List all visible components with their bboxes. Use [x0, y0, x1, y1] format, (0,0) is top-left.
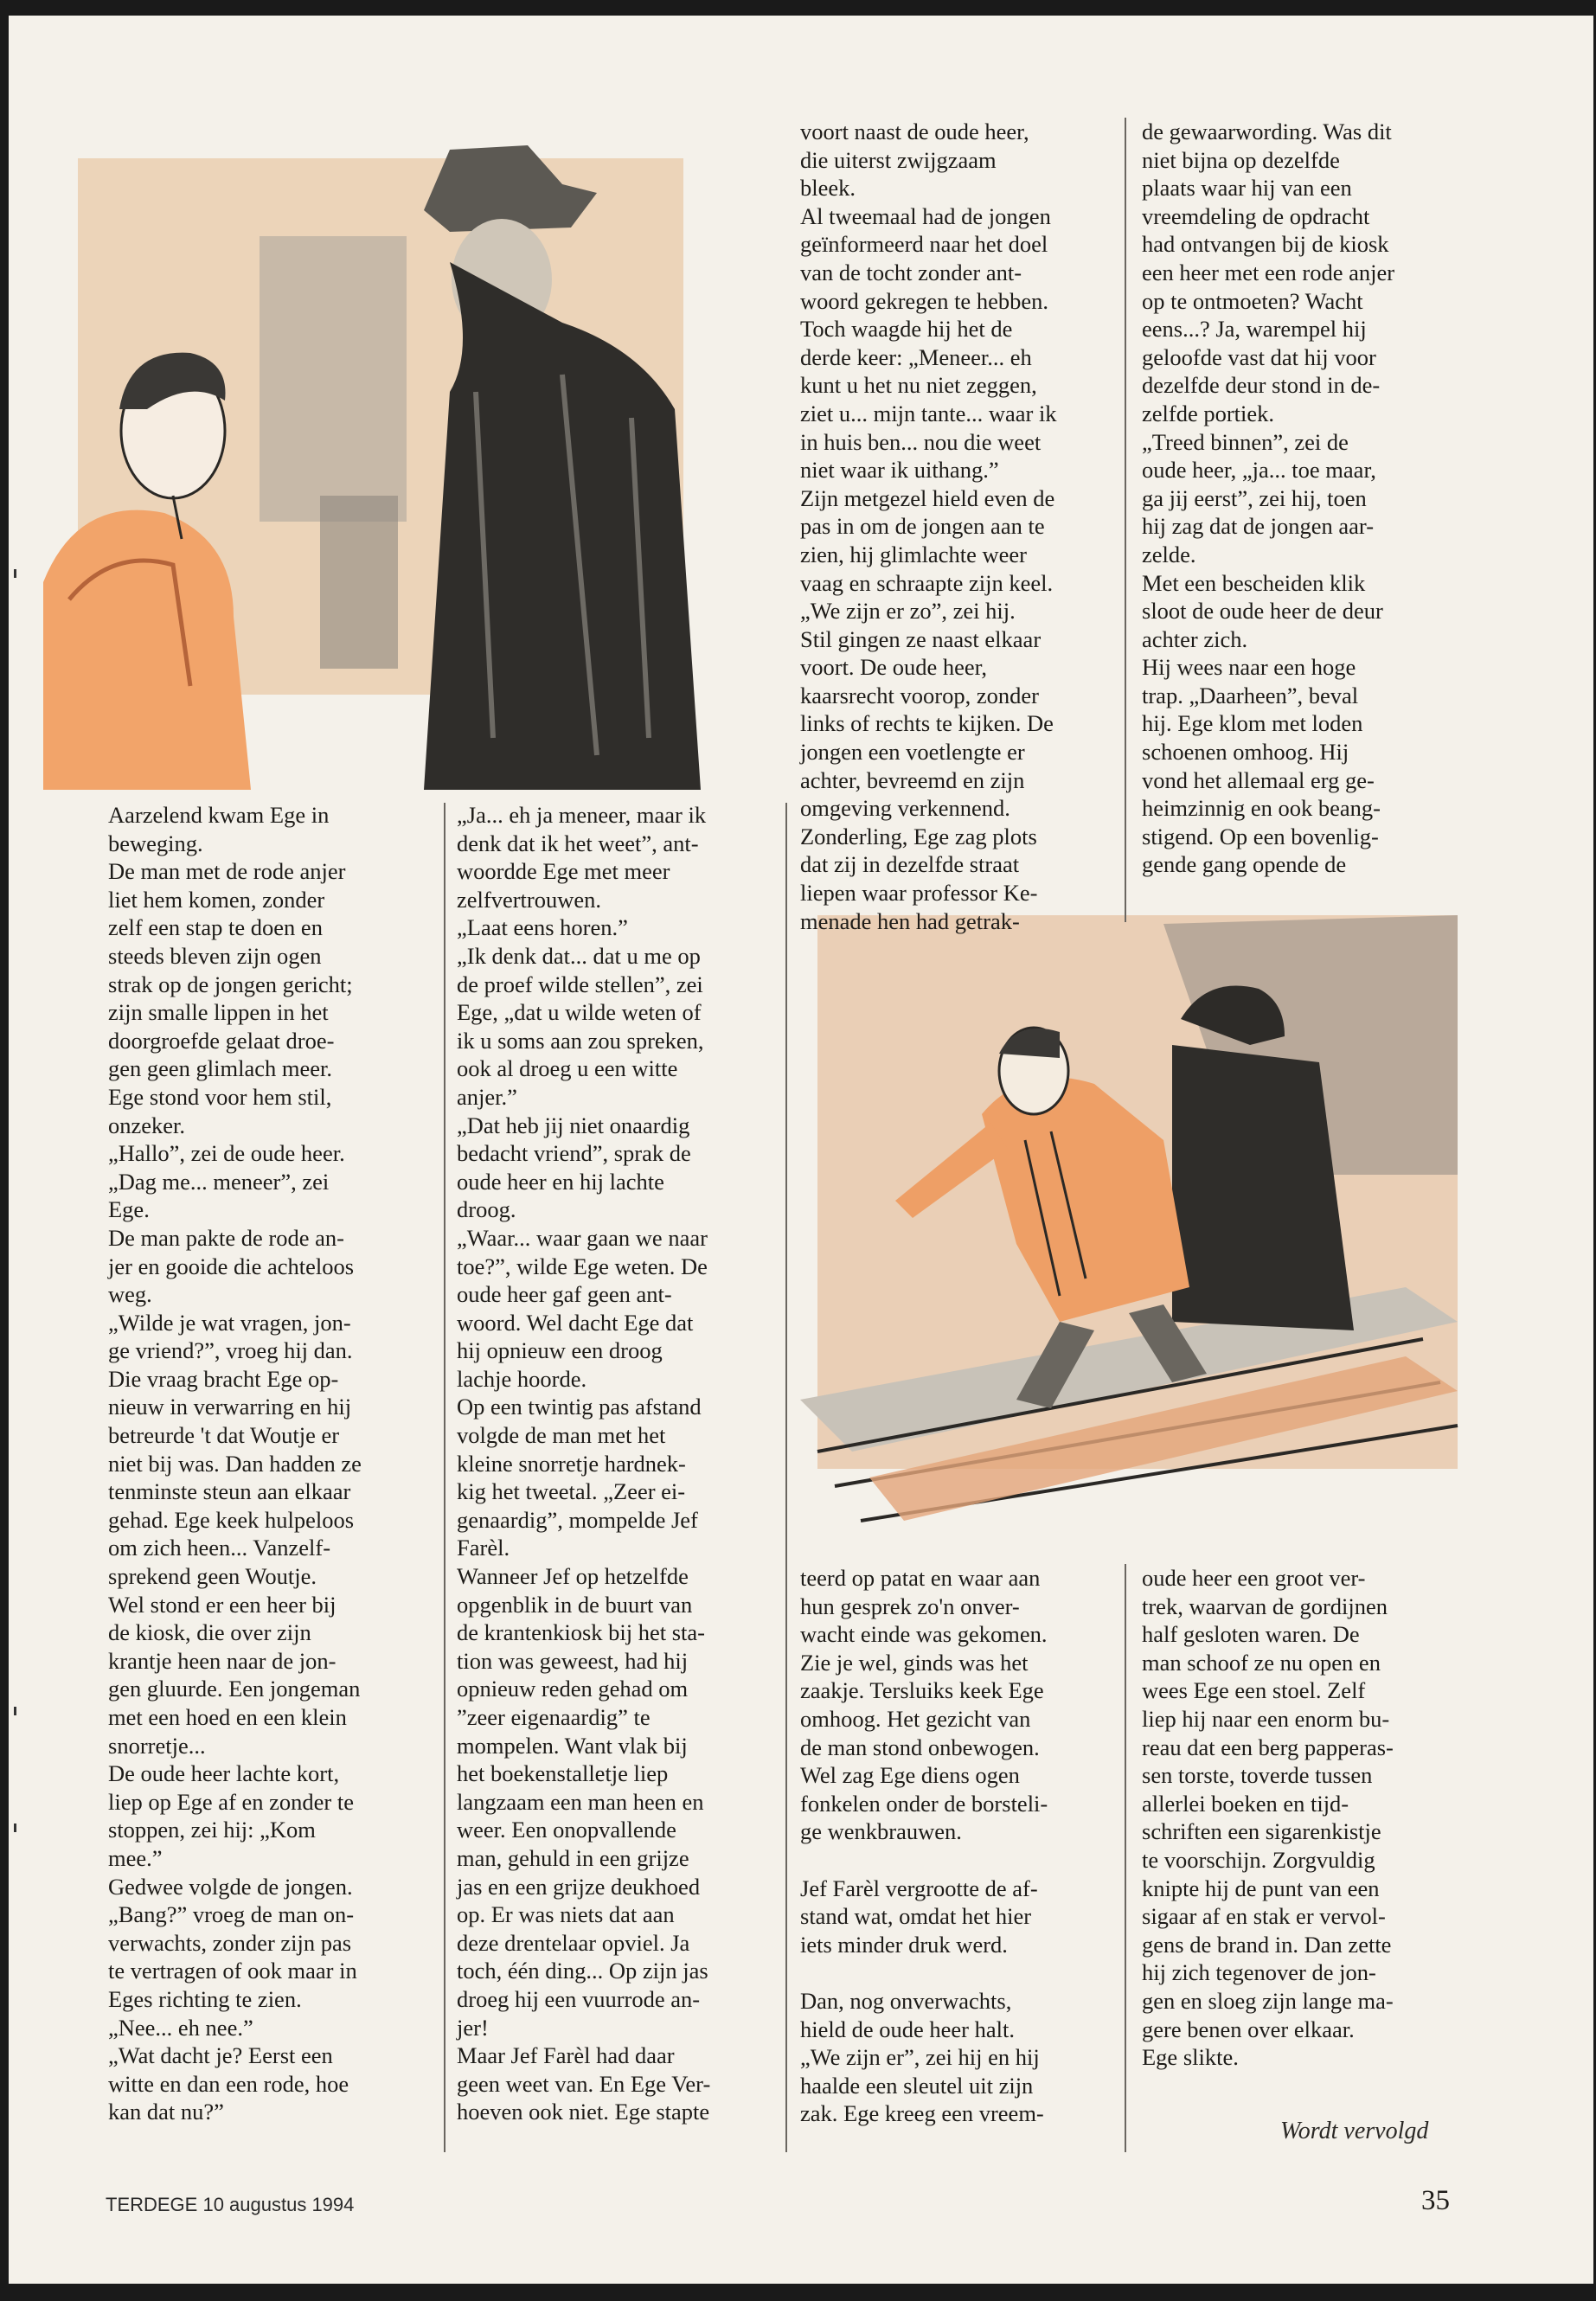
text-line: zak. Ege kreeg een vreem- [800, 2100, 1044, 2127]
text-line: ziet u... mijn tante... waar ik [800, 400, 1057, 426]
text-line: jas en een grijze deukhoed [457, 1873, 701, 1900]
text-line [800, 1958, 1048, 1987]
text-line: „Wilde je wat vragen, jon- [108, 1309, 351, 1336]
text-line: ge wenkbrauwen. [800, 1818, 962, 1845]
text-line: ga jij eerst”, zei hij, toen [1142, 484, 1367, 511]
text-line: gen en sloeg zijn lange ma- [1142, 1987, 1394, 2014]
text-line: gehad. Ege keek hulpeloos [108, 1506, 355, 1533]
text-line: gens de brand in. Dan zette [1142, 1931, 1392, 1958]
text-line: de gewaarwording. Was dit [1142, 119, 1392, 144]
column-rule [785, 803, 787, 2152]
text-line: „Ik denk dat... dat u me op [457, 942, 701, 969]
text-line: trap. „Daarheen”, beval [1142, 682, 1359, 708]
text-line: vreemdeling de opdracht [1142, 202, 1370, 229]
text-line: had ontvangen bij de kiosk [1142, 231, 1389, 258]
text-line: met een hoed en een klein [108, 1704, 347, 1730]
text-line: deze drentelaar opviel. Ja [457, 1929, 690, 1956]
text-line: gen gluurde. Een jongeman [108, 1676, 361, 1702]
margin-mark [14, 1823, 16, 1832]
text-line: derde keer: „Meneer... eh [800, 343, 1032, 370]
text-line: niet bij was. Dan hadden ze [108, 1450, 362, 1477]
text-line: lachje hoorde. [457, 1365, 587, 1392]
text-line: omgeving verkennend. [800, 795, 1010, 822]
text-line: half gesloten waren. De [1142, 1621, 1360, 1648]
text-line: voort. De oude heer, [800, 654, 988, 681]
text-line: in huis ben... nou die weet [800, 428, 1042, 455]
text-line: voort naast de oude heer, [800, 119, 1029, 144]
text-line: geïnformeerd naar het doel [800, 231, 1048, 258]
text-line: Ege stond voor hem stil, [108, 1083, 332, 1110]
text-line: stigend. Op een bovenlig- [1142, 823, 1379, 849]
text-line: Maar Jef Farèl had daar [457, 2042, 675, 2069]
text-line: Ege, „dat u wilde weten of [457, 999, 702, 1026]
text-line: Zijn metgezel hield even de [800, 484, 1055, 511]
publication-footer: TERDEGE 10 augustus 1994 [106, 2194, 355, 2215]
text-line: Die vraag bracht Ege op- [108, 1365, 339, 1392]
text-line: Wel stond er een heer bij [108, 1591, 337, 1618]
text-line: van de tocht zonder ant- [800, 259, 1022, 285]
text-line: anjer.” [457, 1083, 517, 1110]
text-line: sigaar af en stak er vervol- [1142, 1903, 1386, 1930]
text-line: witte en dan een rode, hoe [108, 2070, 349, 2097]
text-line: toe?”, wilde Ege weten. De [457, 1253, 708, 1279]
text-line: links of rechts te kijken. De [800, 710, 1054, 737]
text-line: die uiterst zwijgzaam [800, 146, 997, 173]
magazine-page [9, 16, 1593, 2284]
text-line: de proef wilde stellen”, zei [457, 971, 703, 997]
text-line: gere benen over elkaar. [1142, 2016, 1355, 2042]
text-line: nieuw in verwarring en hij [108, 1394, 352, 1420]
text-line: „Dat heb jij niet onaardig [457, 1112, 690, 1138]
text-line: schriften een sigarenkistje [1142, 1818, 1381, 1845]
text-line: snorretje... [108, 1732, 206, 1759]
text-line: Wanneer Jef op hetzelfde [457, 1563, 689, 1590]
text-line: eens...? Ja, warempel hij [1142, 316, 1367, 343]
text-line: Zonderling, Ege zag plots [800, 823, 1037, 849]
column-rule [1125, 1564, 1126, 2152]
text-line: hij. Ege klom met loden [1142, 710, 1363, 737]
text-line: Zie je wel, ginds was het [800, 1649, 1029, 1676]
text-line: Eges richting te zien. [108, 1985, 302, 2012]
text-line: ik u soms aan zou spreken, [457, 1027, 704, 1054]
text-line: op te ontmoeten? Wacht [1142, 287, 1363, 314]
text-line: zelf een stap te doen en [108, 914, 323, 941]
illustration-boy-climbing-stairs [800, 915, 1466, 1547]
text-line: zaakje. Tersluiks keek Ege [800, 1677, 1044, 1704]
text-line: hoeven ook niet. Ege stapte [457, 2099, 710, 2125]
text-line: genaardig”, mompelde Jef [457, 1506, 698, 1533]
text-line: Dan, nog onverwachts, [800, 1987, 1012, 2014]
text-line: Ege slikte. [1142, 2044, 1239, 2071]
text-line: woordde Ege met meer [457, 858, 670, 885]
text-line: vond het allemaal erg ge- [1142, 766, 1375, 793]
text-line: kunt u het nu niet zeggen, [800, 372, 1037, 399]
text-line: „Wat dacht je? Eerst een [108, 2042, 333, 2069]
text-line: reau dat een berg papperas- [1142, 1734, 1394, 1760]
text-line: allerlei boeken en tijd- [1142, 1790, 1349, 1817]
text-column-4-top [1142, 118, 1394, 879]
text-line: de man stond onbewogen. [800, 1734, 1040, 1760]
text-line: volgde de man met het [457, 1422, 666, 1449]
text-column-4-bottom [1142, 1564, 1394, 2072]
text-line: „Nee... eh nee.” [108, 2014, 253, 2041]
text-line: kleine snorretje hardnek- [457, 1450, 686, 1477]
text-line: Gedwee volgde de jongen. [108, 1873, 353, 1900]
text-line: jer en gooide die achteloos [108, 1253, 355, 1279]
text-line: heimzinnig en ook beang- [1142, 795, 1381, 822]
text-line: knipte hij de punt van een [1142, 1875, 1380, 1901]
column-rule [444, 803, 445, 2152]
text-line: achter zich. [1142, 625, 1248, 652]
text-line: teerd op patat en waar aan [800, 1565, 1041, 1591]
text-line: plaats waar hij van een [1142, 175, 1352, 202]
text-line: „Treed binnen”, zei de [1142, 428, 1349, 455]
text-line: strak op de jongen gericht; [108, 971, 353, 997]
text-line: weer. Een onopvallende [457, 1817, 676, 1843]
text-line: een heer met een rode anjer [1142, 259, 1395, 285]
text-line: achter, bevreemd en zijn [800, 766, 1025, 793]
text-line: steeds bleven zijn ogen [108, 942, 322, 969]
text-line: jer! [457, 2014, 489, 2041]
text-line: doorgroefde gelaat droe- [108, 1027, 335, 1054]
text-line: denk dat ik het weet”, ant- [457, 830, 699, 856]
text-line: bedacht vriend”, sprak de [457, 1140, 691, 1167]
text-line: vaag en schraapte zijn keel. [800, 569, 1054, 596]
text-line: krantje heen naar de jon- [108, 1647, 337, 1674]
text-line: De oude heer lachte kort, [108, 1760, 340, 1787]
text-line: opnieuw reden gehad om [457, 1676, 689, 1702]
text-line [800, 1846, 1048, 1875]
text-line: liepen waar professor Ke- [800, 880, 1038, 907]
text-line: zelde. [1142, 541, 1196, 567]
text-line: kig het tweetal. „Zeer ei- [457, 1478, 686, 1505]
text-line: de krantenkiosk bij het sta- [457, 1619, 706, 1646]
text-line: woord gekregen te hebben. [800, 287, 1048, 314]
text-line: menade hen had getrak- [800, 907, 1020, 934]
text-line: wacht einde was gekomen. [800, 1621, 1048, 1648]
text-line: sprekend geen Woutje. [108, 1563, 317, 1590]
text-line: beweging. [108, 830, 203, 856]
text-line: pas in om de jongen aan te [800, 513, 1045, 540]
text-line: om zich heen... Vanzelf- [108, 1535, 331, 1561]
column-rule [1125, 118, 1126, 922]
text-line: haalde een sleutel uit zijn [800, 2072, 1034, 2099]
text-line: man schoof ze nu open en [1142, 1649, 1381, 1676]
text-line: omhoog. Het gezicht van [800, 1705, 1031, 1732]
text-line: liep op Ege af en zonder te [108, 1788, 355, 1815]
text-line: zijn smalle lippen in het [108, 999, 329, 1026]
text-line: gende gang opende de [1142, 851, 1347, 878]
text-line: Hij wees naar een hoge [1142, 654, 1356, 681]
text-line: liep hij naar een enorm bu- [1142, 1705, 1390, 1732]
text-line: stand wat, omdat het hier [800, 1903, 1032, 1930]
text-line: dezelfde deur stond in de- [1142, 372, 1381, 399]
text-line: „Ja... eh ja meneer, maar ik [457, 802, 707, 828]
text-line: Op een twintig pas afstand [457, 1394, 702, 1420]
text-line: kan dat nu?” [108, 2099, 224, 2125]
text-line: geen weet van. En Ege Ver- [457, 2070, 711, 2097]
text-line: hun gesprek zo'n onver- [800, 1593, 1020, 1619]
text-line: niet waar ik uithang.” [800, 457, 999, 484]
text-line: Aarzelend kwam Ege in [108, 802, 330, 828]
text-line: „Hallo”, zei de oude heer. [108, 1140, 345, 1167]
text-line: oude heer een groot ver- [1142, 1565, 1366, 1591]
text-line: niet bijna op dezelfde [1142, 146, 1340, 173]
text-line: wees Ege een stoel. Zelf [1142, 1677, 1366, 1704]
text-line: hij zich tegenover de jon- [1142, 1959, 1376, 1986]
text-line: mompelen. Want vlak bij [457, 1732, 688, 1759]
text-line: De man met de rode anjer [108, 858, 346, 885]
text-line: droeg hij een vuurrode an- [457, 1985, 701, 2012]
text-line: zelfvertrouwen. [457, 886, 602, 913]
text-column-1 [108, 801, 362, 2126]
text-column-2 [457, 801, 710, 2126]
text-line: „We zijn er”, zei hij en hij [800, 2044, 1040, 2071]
text-line: sloot de oude heer de deur [1142, 598, 1383, 625]
text-line: Ege. [108, 1196, 150, 1223]
text-line: droog. [457, 1196, 516, 1223]
text-line: sen torste, toverde tussen [1142, 1762, 1373, 1789]
text-line: oude heer gaf geen ant- [457, 1281, 672, 1308]
text-line: kaarsrecht voorop, zonder [800, 682, 1039, 708]
text-line: oude heer, „ja... toe maar, [1142, 457, 1376, 484]
text-line: stoppen, zei hij: „Kom [108, 1817, 316, 1843]
text-line: Farèl. [457, 1535, 510, 1561]
text-line: verwachts, zonder zijn pas [108, 1929, 352, 1956]
text-line: jongen een voetlengte er [800, 739, 1025, 766]
margin-mark [14, 569, 16, 578]
text-line: het boekenstalletje liep [457, 1760, 669, 1787]
text-line: ”zeer eigenaardig” te [457, 1704, 651, 1730]
text-column-3-bottom [800, 1564, 1048, 2128]
text-line: betreurde 't dat Woutje er [108, 1422, 340, 1449]
text-line: man, gehuld in een grijze [457, 1844, 689, 1871]
text-line: geloofde vast dat hij voor [1142, 343, 1376, 370]
text-line: te vertragen of ook maar in [108, 1958, 357, 1984]
margin-mark [14, 1707, 16, 1715]
page-number: 35 [1421, 2185, 1450, 2216]
text-line: De man pakte de rode an- [108, 1224, 344, 1251]
text-line: toch, één ding... Op zijn jas [457, 1958, 708, 1984]
text-line: trek, waarvan de gordijnen [1142, 1593, 1388, 1619]
text-line: ook al droeg u een witte [457, 1055, 678, 1082]
text-line: Jef Farèl vergrootte de af- [800, 1875, 1038, 1901]
text-line: Wel zag Ege diens ogen [800, 1762, 1020, 1789]
text-line: hield de oude heer halt. [800, 2016, 1015, 2042]
text-line: „Waar... waar gaan we naar [457, 1224, 708, 1251]
text-line: zelfde portiek. [1142, 400, 1275, 426]
text-line: „Dag me... meneer”, zei [108, 1168, 330, 1195]
text-line: opgenblik in de buurt van [457, 1591, 693, 1618]
text-line: te voorschijn. Zorgvuldig [1142, 1846, 1375, 1873]
text-line: langzaam een man heen en [457, 1788, 704, 1815]
text-line: hij opnieuw een droog [457, 1337, 663, 1364]
text-line: oude heer en hij lachte [457, 1168, 664, 1195]
text-line: tion was geweest, had hij [457, 1647, 689, 1674]
text-line: Al tweemaal had de jongen [800, 202, 1051, 229]
text-line: tenminste steun aan elkaar [108, 1478, 351, 1505]
text-line: iets minder druk werd. [800, 1931, 1008, 1958]
text-line: „We zijn er zo”, zei hij. [800, 598, 1016, 625]
text-line: op. Er was niets dat aan [457, 1901, 675, 1928]
text-line: mee.” [108, 1844, 163, 1871]
text-line: onzeker. [108, 1112, 186, 1138]
text-line: weg. [108, 1281, 152, 1308]
text-line: bleek. [800, 175, 856, 202]
continuation-note: Wordt vervolgd [1280, 2118, 1429, 2144]
illustration-boy-and-old-man [43, 132, 718, 798]
text-line: de kiosk, die over zijn [108, 1619, 311, 1646]
text-column-3-top [800, 118, 1057, 935]
text-line: fonkelen onder de borsteli- [800, 1790, 1048, 1817]
text-line: „Laat eens horen.” [457, 914, 628, 941]
text-line: Stil gingen ze naast elkaar [800, 625, 1042, 652]
text-line: Toch waagde hij het de [800, 316, 1013, 343]
text-line: ge vriend?”, vroeg hij dan. [108, 1337, 353, 1364]
text-line: schoenen omhoog. Hij [1142, 739, 1349, 766]
text-line: zien, hij glimlachte weer [800, 541, 1027, 567]
text-line: liet hem komen, zonder [108, 886, 325, 913]
text-line: gen geen glimlach meer. [108, 1055, 333, 1082]
text-line: woord. Wel dacht Ege dat [457, 1309, 694, 1336]
text-line: hij zag dat de jongen aar- [1142, 513, 1375, 540]
text-line: Met een bescheiden klik [1142, 569, 1366, 596]
text-line: dat zij in dezelfde straat [800, 851, 1020, 878]
text-line: „Bang?” vroeg de man on- [108, 1901, 355, 1928]
